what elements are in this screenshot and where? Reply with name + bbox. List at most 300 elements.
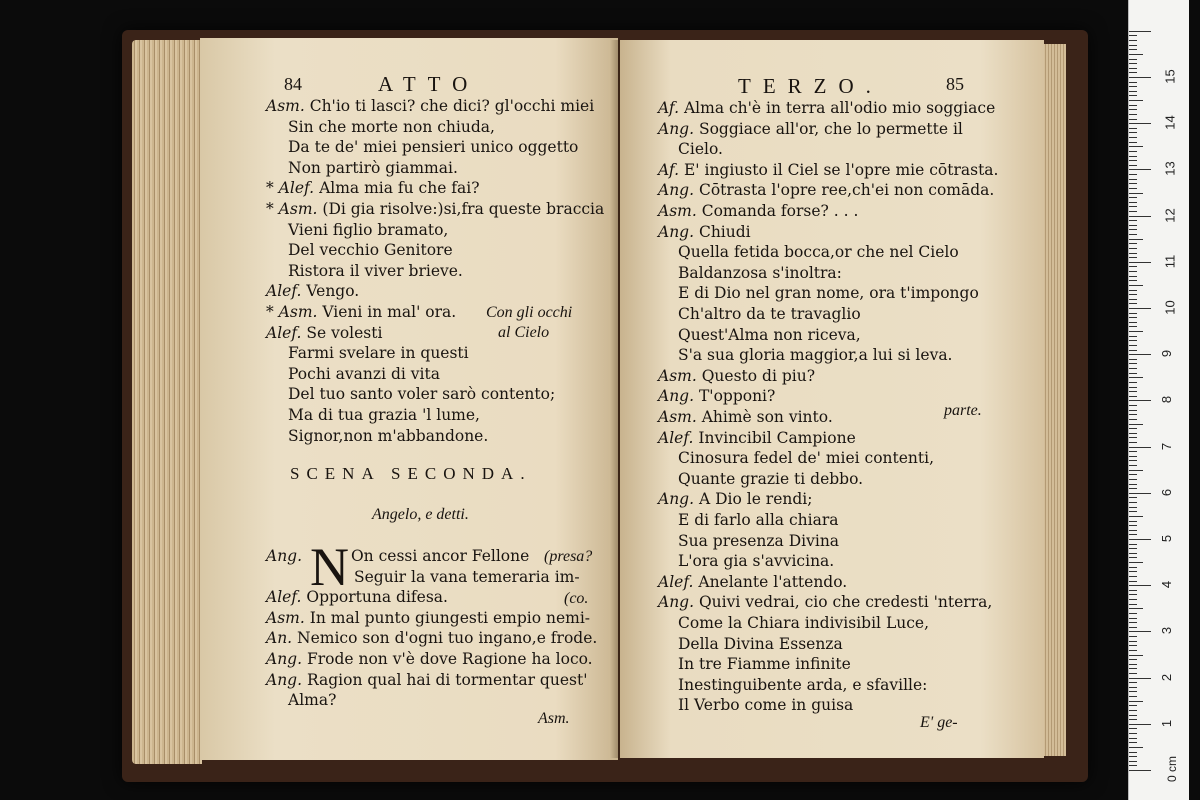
ruler-tick [1129,497,1137,498]
verse-line [658,222,751,242]
ruler-tick [1129,313,1137,314]
line-text: Vieni figlio bramato, [288,220,449,239]
ruler-tick [1129,336,1137,337]
ruler-tick [1129,294,1137,295]
ruler-tick [1129,146,1143,147]
verse-line [678,613,929,633]
ruler-tick [1129,567,1137,568]
ruler-tick [1129,747,1143,748]
ruler-tick [1129,511,1137,512]
ruler-tick [1129,105,1137,106]
line-text: In mal punto giungesti empio nemi- [309,608,591,627]
line-text: E di Dio nel gran nome, ora t'impongo [678,284,979,303]
ruler-tick [1129,280,1137,281]
ruler-tick [1129,303,1137,304]
ruler-tick [1129,54,1143,55]
ruler-tick [1129,562,1143,563]
margin-note-co: (co. [564,590,589,607]
verse-line [288,117,495,137]
ruler-tick [1129,756,1137,757]
ruler-tick [1129,460,1137,461]
ruler-tick [1129,548,1137,549]
line-text: Quivi vedrai, cio che credesti 'nterra, [698,593,993,612]
ruler-tick [1129,68,1137,69]
line-text: Cōtrasta l'opre ree,ch'ei non comāda. [698,181,995,200]
ruler-tick [1129,220,1137,221]
left-page [200,38,618,760]
ruler-tick [1129,63,1137,64]
line-text: Come la Chiara indivisibil Luce, [678,614,929,632]
ruler-tick [1129,234,1137,235]
ruler-tick [1129,645,1137,646]
ruler-tick [1129,340,1137,341]
ruler-tick [1129,373,1137,374]
speaker-label: An. [266,629,293,648]
verse-line [658,119,963,139]
ruler-tick [1129,276,1137,277]
ruler-tick [1129,100,1143,101]
ruler-tick [1129,691,1137,692]
ruler-tick [1129,710,1137,711]
speaker-label: Alef. [266,323,302,342]
ruler-tick [1129,571,1137,572]
ruler-tick [1129,317,1137,318]
ruler-tick [1129,765,1137,766]
ruler-number: 4 [1159,581,1175,589]
ruler-tick [1129,590,1137,591]
ruler-tick [1129,49,1137,50]
ruler-tick [1129,391,1137,392]
ruler-tick [1129,169,1151,170]
speaker-label: Asm. [658,366,697,385]
verse-line [678,263,842,283]
page-edges-left [132,40,202,764]
line-text: Alma mia fu che fai? [319,179,480,198]
ruler-tick [1129,715,1137,716]
ruler-tick [1129,738,1137,739]
verse-line [678,325,861,345]
speaker-label: Ang. [266,670,303,689]
ruler-tick [1129,557,1137,558]
ruler-tick [1129,202,1137,203]
ruler-tick [1129,724,1151,725]
line-text: E di farlo alla chiara [678,511,839,529]
line-text: Della Divina Essenza [678,634,843,653]
ruler-number: 13 [1162,161,1178,177]
speaker-label: Alef. [266,588,302,607]
ruler-tick [1129,109,1137,110]
verse-line [658,572,847,592]
left-page-header: ATTO [378,72,480,96]
verse-line [678,345,953,365]
verse-line [266,587,448,607]
line-text: Quella fetida bocca,or che nel Cielo [678,243,959,262]
ruler-tick [1129,359,1137,360]
line-text: Alma ch'è in terra all'odio mio soggiace [683,99,996,117]
speaker-label: Alef. [266,282,302,301]
verse-line [288,137,578,157]
speaker-label: Ang. [658,387,695,406]
ruler-number: 12 [1162,207,1178,223]
line-text: Signor,non m'abbandone. [288,426,489,445]
verse-line [288,343,469,363]
line-text: Invincibil Campione [698,428,856,447]
verse-line [266,323,382,343]
ruler-tick [1129,91,1137,92]
ruler-tick [1129,618,1137,619]
line-text: E' ingiusto il Ciel se l'opre mie cōtrasta. [683,160,999,179]
verse-line [658,489,812,509]
ruler-tick [1129,253,1137,254]
ruler-tick [1129,368,1137,369]
ruler-tick [1129,599,1137,600]
ruler-tick [1129,696,1137,697]
line-text: Da te de' miei pensieri unico oggetto [288,138,579,157]
ruler-tick [1129,631,1151,632]
line-text: Comanda forse? . . . [701,202,859,220]
right-page-number: 85 [946,74,964,94]
ruler-tick [1129,156,1137,157]
verse-line [266,649,593,669]
ruler-tick [1129,733,1137,734]
ruler-tick [1129,299,1137,300]
verse-line [658,180,994,200]
left-catchword: Asm. [538,710,570,727]
ruler-tick [1129,544,1137,545]
ruler-tick [1129,419,1137,420]
line-text: Non partirò giammai. [288,158,458,177]
ruler-tick [1129,243,1137,244]
stage-direction-line-2: al Cielo [498,324,550,341]
line-text: S'a sua gloria maggior,a lui si leva. [678,346,953,365]
ruler-tick [1129,627,1137,628]
speaker-label: Ang. [658,222,695,241]
speaker-label: Alef. [658,572,694,591]
ruler-tick [1129,119,1137,120]
ruler-tick [1129,262,1151,263]
verse-line [678,531,839,551]
line-text: Ch'altro da te travaglio [678,305,861,323]
line-text: Del tuo santo voler sarò contento; [288,385,556,404]
verse-line [678,242,959,262]
speaker-label: * Alef. [266,179,315,198]
margin-note-presa: (presa? [544,548,593,565]
line-text: A Dio le rendi; [698,490,813,509]
scene-title: SCENA SECONDA. [290,464,532,483]
verse-line [288,405,480,425]
verse-line [288,220,448,240]
line-text: Se volesti [306,323,383,342]
verse-line [678,654,851,674]
verse-line [288,690,336,710]
ruler-tick [1129,188,1137,189]
ruler-tick [1129,668,1137,669]
ruler-tick [1129,705,1137,706]
ruler-tick [1129,363,1137,364]
ruler-tick [1129,142,1137,143]
speaker-label: Asm. [266,608,305,627]
ruler-tick [1129,174,1137,175]
ruler-tick [1129,488,1137,489]
ruler-tick [1129,585,1151,586]
line-text: Chiudi [698,222,751,241]
line-text: On cessi ancor Fellone [350,547,530,565]
ruler-tick [1129,530,1137,531]
ruler-tick [1129,331,1143,332]
verse-line [288,158,458,178]
verse-line [678,469,863,489]
line-text: T'opponi? [698,387,776,406]
speaker-label: Ang. [658,490,695,509]
ruler-tick [1129,40,1137,41]
verse-line [266,628,597,648]
verse-line [658,592,992,612]
verse-line [288,240,453,260]
verse-line [266,302,456,322]
ruler-tick [1129,308,1151,309]
ruler-tick [1129,502,1137,503]
ruler-tick [1129,581,1137,582]
ruler-tick [1129,664,1137,665]
verse-line [288,261,463,281]
ruler-tick [1129,636,1137,637]
ruler-tick [1129,193,1143,194]
verse-line [658,386,775,406]
ruler-tick [1129,553,1137,554]
line-text: (Di gia risolve:)si,fra queste braccia [322,200,605,218]
ruler-tick [1129,59,1137,60]
ruler-tick [1129,433,1137,434]
speaker-label: Ang. [658,593,695,612]
line-text: Quest'Alma non riceva, [678,325,861,344]
line-text: L'ora gia s'avvicina. [678,552,835,571]
ruler-tick [1129,285,1143,286]
ruler-tick [1129,197,1137,198]
line-text: Ma di tua grazia 'l lume, [288,406,480,424]
verse-line [658,428,856,448]
ruler-tick [1129,608,1143,609]
line-text: Questo di piu? [701,366,816,385]
ruler-tick [1129,456,1137,457]
ruler-tick [1129,211,1137,212]
ruler-tick [1129,123,1151,124]
verse-line [266,546,529,566]
ruler-tick [1129,534,1137,535]
ruler-tick [1129,179,1137,180]
line-text: Vieni in mal' ora. [322,303,457,321]
line-text: Sin che morte non chiuda, [288,117,495,136]
line-text: Ahimè son vinto. [701,408,833,426]
ruler-tick [1129,45,1137,46]
line-text: Nemico son d'ogni tuo ingano,e frode. [297,629,598,648]
ruler-tick [1129,576,1137,577]
line-text: Alma? [288,691,337,710]
speaker-label: Af. [658,160,680,179]
ruler-tick [1129,72,1137,73]
ruler-tick [1129,350,1137,351]
stage-direction-line-1: Con gli occhi [486,304,573,321]
line-text: Ristora il viver brieve. [288,261,463,280]
ruler-number: 6 [1159,488,1175,496]
ruler-tick [1129,525,1137,526]
ruler-tick [1129,650,1137,651]
line-text: Del vecchio Genitore [288,241,453,260]
ruler-tick [1129,673,1137,674]
ruler-tick [1129,442,1137,443]
speaker-label: Af. [658,99,680,117]
ruler-tick [1129,424,1143,425]
ruler-tick [1129,719,1137,720]
ruler-tick [1129,493,1151,494]
ruler-tick [1129,622,1137,623]
verse-line [678,551,834,571]
ruler-tick [1129,437,1137,438]
right-page-header: TERZO. [738,74,883,98]
ruler-tick [1129,752,1137,753]
ruler-number: 10 [1162,300,1178,315]
verse-line [678,634,843,654]
ruler-tick [1129,229,1137,230]
verse-line [678,304,861,324]
ruler-tick [1129,521,1137,522]
speaker-label: Alef. [658,428,694,447]
ruler-tick [1129,128,1137,129]
ruler-tick [1129,137,1137,138]
verse-line [658,407,833,427]
speaker-label: Asm. [658,202,697,220]
ruler-tick [1129,266,1137,267]
verse-line [678,448,934,468]
ruler-tick [1129,507,1137,508]
ruler-tick [1129,678,1151,679]
ruler-tick [1129,290,1137,291]
verse-line [266,608,590,628]
ruler-tick [1129,465,1137,466]
verse-line [658,201,858,221]
line-text: Opportuna difesa. [306,588,448,607]
speaker-label: Ang. [266,650,303,668]
ruler-tick [1129,410,1137,411]
ruler-number: 7 [1159,442,1175,450]
ruler-tick [1129,31,1151,32]
ruler-number: 2 [1159,673,1175,681]
ruler-tick [1129,728,1137,729]
verse-line [678,695,853,715]
ruler-tick [1129,400,1151,401]
ruler-tick [1129,655,1143,656]
ruler-tick [1129,682,1137,683]
ruler-tick [1129,183,1137,184]
verse-line [658,98,995,118]
ruler-tick [1129,326,1137,327]
speaker-label: Asm. [266,97,305,115]
line-text: Il Verbo come in guisa [678,696,854,715]
verse-line [354,567,580,587]
ruler-number: 14 [1162,115,1178,130]
ruler-tick [1129,86,1137,87]
ruler-tick [1129,687,1137,688]
ruler-tick [1129,613,1137,614]
ruler-tick [1129,447,1151,448]
ruler-tick [1129,479,1137,480]
speaker-label: * Asm. [266,200,318,218]
verse-line [288,426,488,446]
ruler-tick [1129,257,1137,258]
ruler-tick [1129,387,1137,388]
scene-subtitle: Angelo, e detti. [372,506,469,523]
ruler-number: 11 [1162,254,1178,269]
right-page [620,40,1044,758]
ruler-tick [1129,405,1137,406]
ruler-tick [1129,160,1137,161]
right-catchword: E' ge- [920,714,958,731]
ruler-tick [1129,594,1137,595]
ruler-tick [1129,382,1137,383]
verse-line [266,281,359,301]
ruler-tick [1129,151,1137,152]
ruler-tick [1129,206,1137,207]
ruler-tick [1129,641,1137,642]
ruler-tick [1129,248,1137,249]
ruler-tick [1129,377,1143,378]
verse-line [658,160,998,180]
speaker-label: Ang. [658,181,695,200]
left-page-number: 84 [284,74,302,94]
ruler-tick [1129,345,1137,346]
drop-cap: N [310,537,349,597]
stage-direction-parte: parte. [944,402,982,419]
line-text: Anelante l'attendo. [698,572,848,591]
line-text: Soggiace all'or, che lo permette il [698,119,963,138]
line-text: Frode non v'è dove Ragione ha loco. [306,650,593,668]
ruler-tick [1129,239,1143,240]
ruler-tick [1129,414,1137,415]
ruler-number: 5 [1159,534,1175,543]
ruler-tick [1129,659,1137,660]
ruler-tick [1129,225,1137,226]
speaker-label: * Asm. [266,303,318,321]
speaker-label: Ang. [266,547,303,565]
line-text: Cielo. [678,140,723,159]
ruler-tick [1129,470,1143,471]
ruler-number: 9 [1159,350,1175,358]
line-text: Ragion qual hai di tormentar quest' [306,670,588,689]
line-text: Seguir la vana temeraria im- [354,567,580,586]
verse-line [266,178,480,198]
ruler-number: 8 [1159,396,1175,404]
ruler-number: 1 [1159,719,1175,727]
ruler-number: 3 [1159,627,1175,635]
ruler-tick [1129,165,1137,166]
speaker-label: Ang. [658,119,695,138]
ruler-tick [1129,354,1151,355]
line-text: Farmi svelare in questi [288,344,469,363]
ruler-tick [1129,35,1137,36]
ruler-tick [1129,428,1137,429]
ruler-tick [1129,95,1137,96]
verse-line [678,510,839,530]
ruler-tick [1129,742,1137,743]
verse-line [288,384,555,404]
verse-line [266,670,587,690]
ruler-tick [1129,82,1137,83]
verse-line [678,675,927,695]
ruler-unit-label: 0 cm [1165,755,1180,783]
ruler-tick [1129,701,1143,702]
ruler-tick [1129,322,1137,323]
line-text: Cinosura fedel de' miei contenti, [678,449,935,468]
ruler-tick [1129,396,1137,397]
